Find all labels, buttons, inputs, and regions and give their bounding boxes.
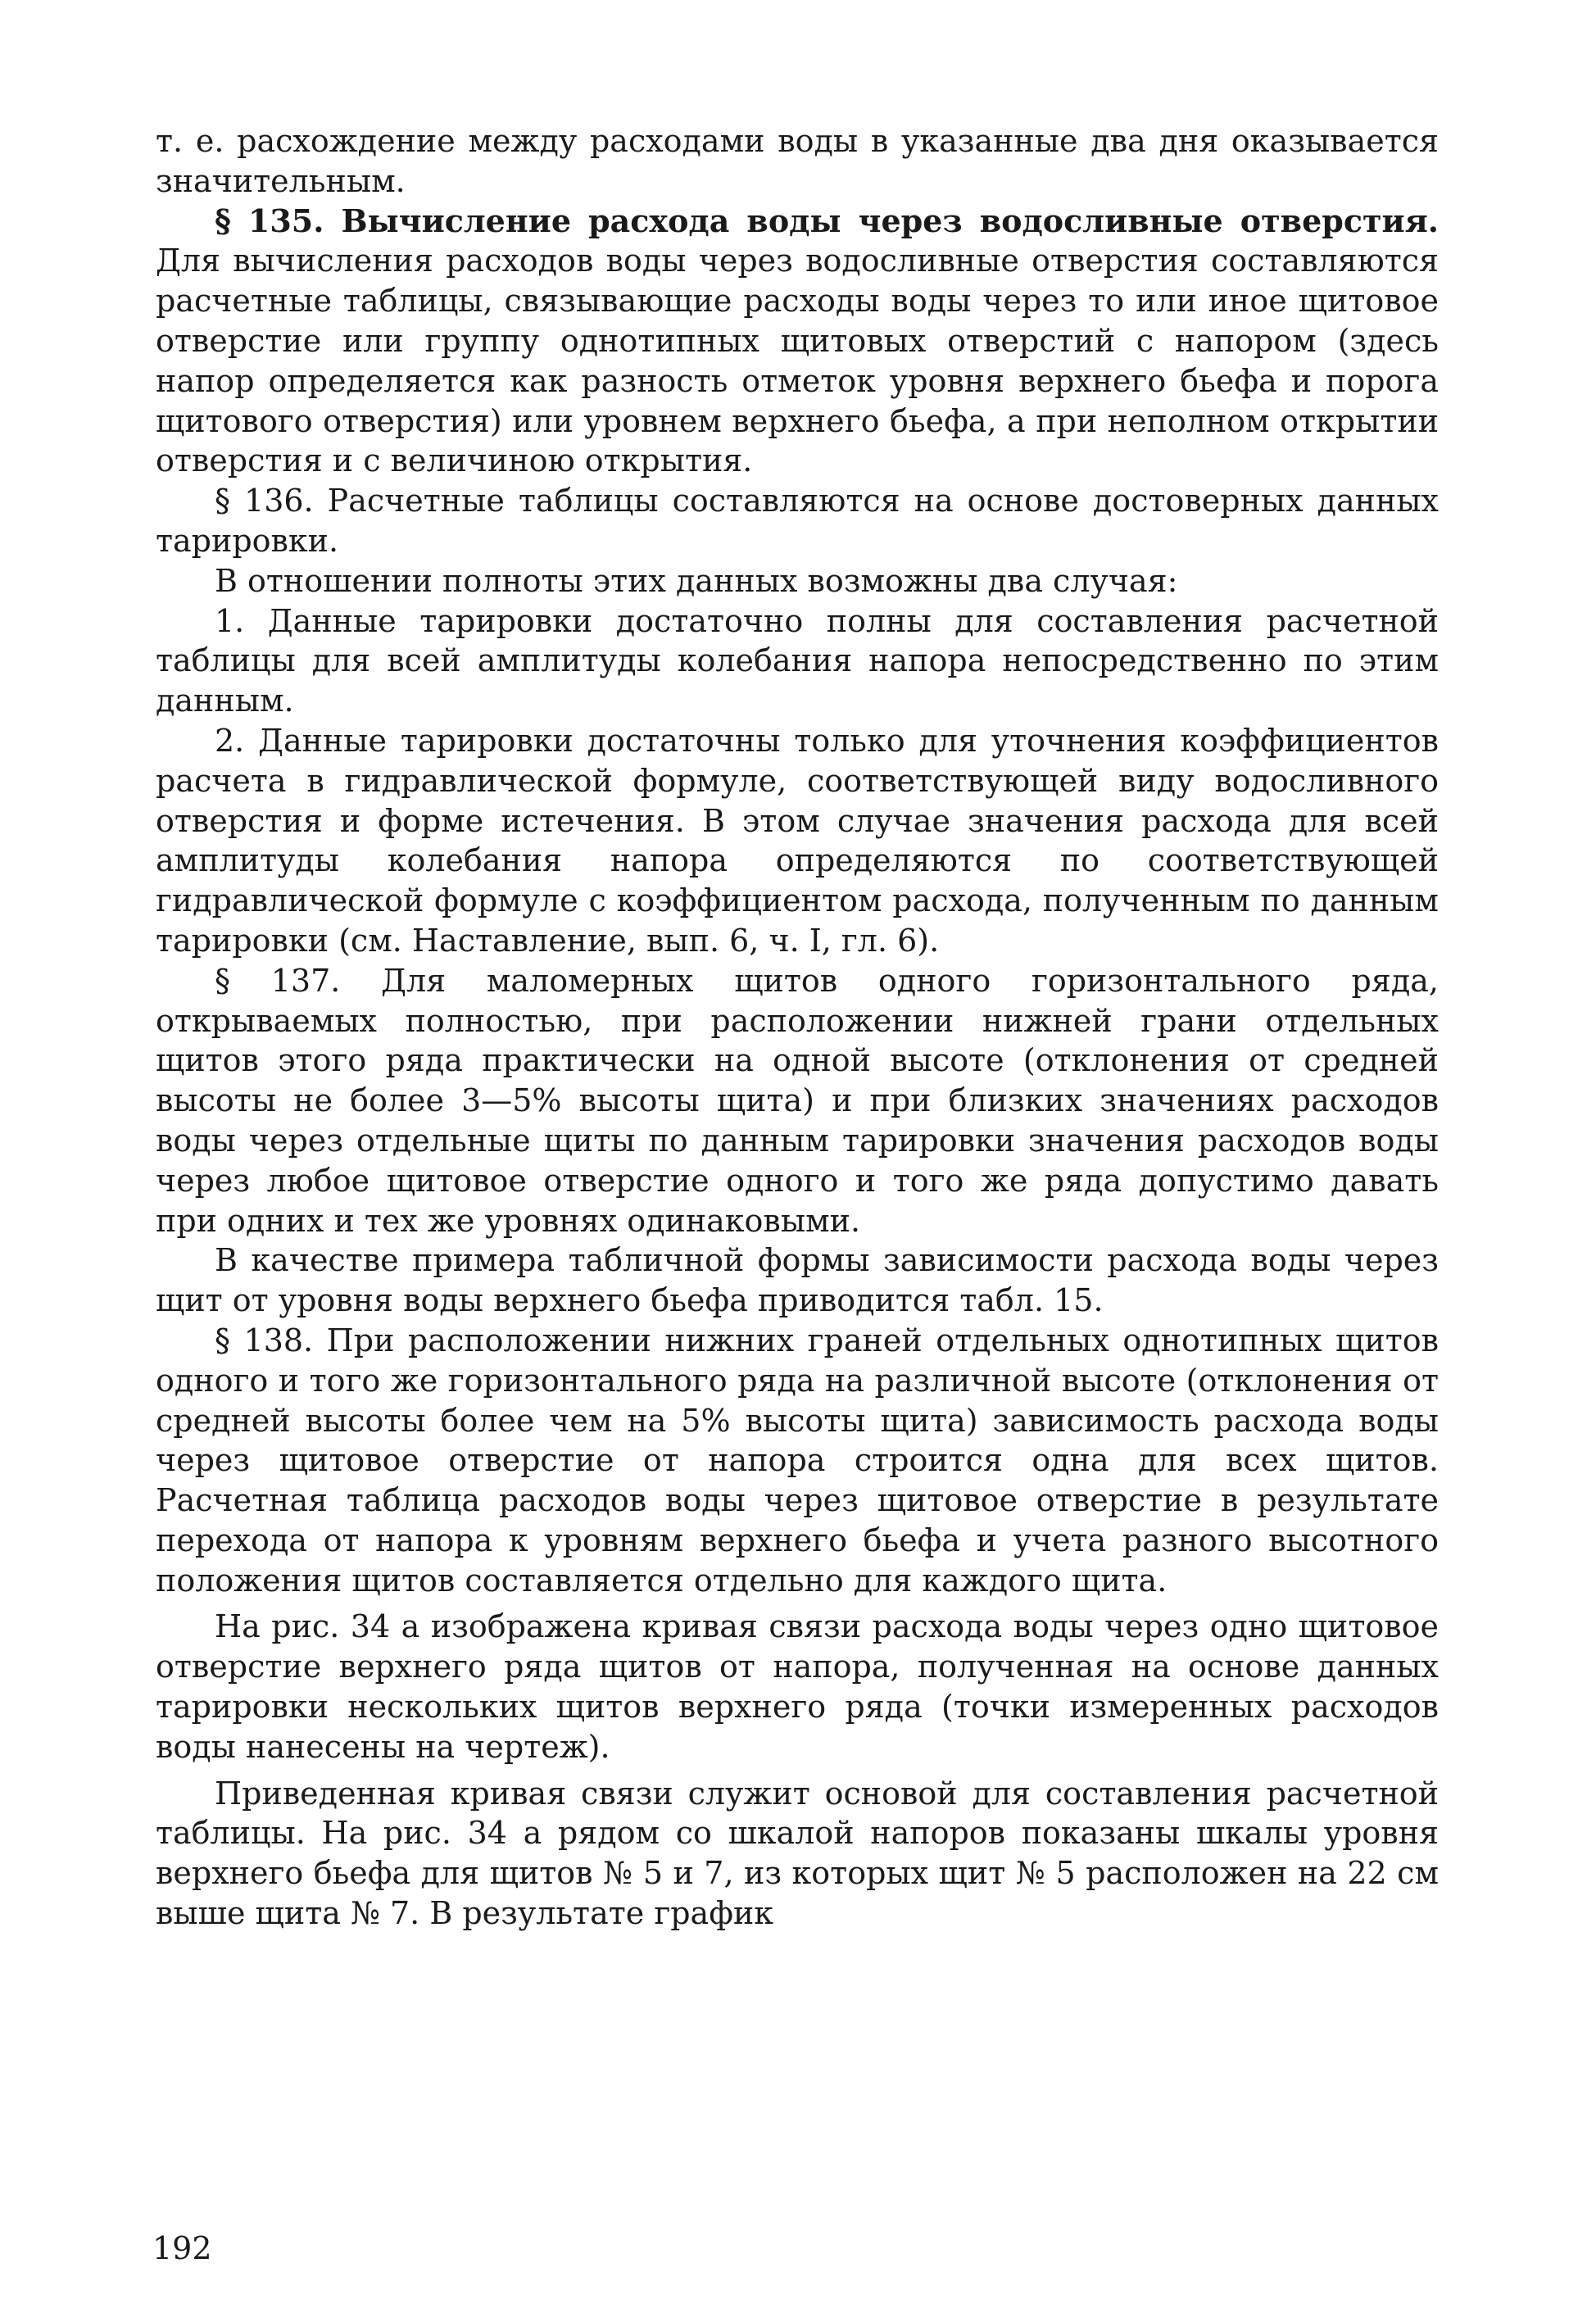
- paragraph-section-138: § 138. При расположении нижних граней отдельных однотипных щитов одного и того же горизонтального ряда на различной высоте (отклонения от средней высоты более чем на 5% высоты щита) зависимость расхода воды через щитовое отверстие от напора строится одна для всех щитов. Расчетная таблица расходов воды через щитовое отверстие в результате перехода от напора к уровням верхнего бьефа и учета разного высотного положения щитов составляется отдельно для каждого щита.: [156, 1322, 1439, 1599]
- page-number: 192: [152, 2230, 212, 2266]
- paragraph-calculation-table: Приведенная кривая связи служит основой для составления расчетной таблицы. На рис. 34 а рядом со шкалой напоров показаны шкалы уровня верхнего бьефа для щитов № 5 и 7, из которых щит № 5 расположен на 22 см выше щита № 7. В результате график: [156, 1775, 1439, 1932]
- paragraph-section-136: § 136. Расчетные таблицы составляются на основе достоверных данных тарировки.: [156, 483, 1439, 559]
- paragraph-two-cases: В отношении полноты этих данных возможны два случая:: [215, 562, 1178, 599]
- paragraph-case-1: 1. Данные тарировки достаточно полны для составления расчетной таблицы для всей амплитуды колебания напора непосредственно по этим данным.: [156, 602, 1439, 719]
- paragraph-figure-34a: На рис. 34 а изображена кривая связи расхода воды через одно щитовое отверстие верхнего ряда щитов от напора, полученная на основе данных тарировки нескольких щитов верхнего ряда (точки измеренных расходов воды нанесены на чертеж).: [156, 1608, 1439, 1765]
- paragraph-continuation: т. е. расхождение между расходами воды в указанные два дня оказывается значительным.: [156, 123, 1439, 199]
- paragraph-section-137: § 137. Для маломерных щитов одного горизонтального ряда, открываемых полностью, при расположении нижней грани отдельных щитов этого ряда практически на одной высоте (отклонения от средней высоты не более 3—5% высоты щита) и при близких значениях расходов воды через отдельные щиты по данным тарировки значения расходов воды через любое щитовое отверстие одного и того же ряда допустимо давать при одних и тех же уровнях одинаковыми.: [156, 962, 1439, 1239]
- paragraph-table-15-example: В качестве примера табличной формы зависимости расхода воды через щит от уровня воды верхнего бьефа приводится табл. 15.: [156, 1242, 1439, 1319]
- section-135-text: Для вычисления расходов воды через водосливные отверстия составляются расчетные таблицы, связывающие расходы воды через то или иное щитовое отверстие или группу однотипных щитовых отверстий с напором (здесь напор определяется как разность отметок уровня верхнего бьефа и порога щитового отверстия) или уровнем верхнего бьефа, а при неполном открытии отверстия и с величиною открытия.: [156, 243, 1439, 479]
- section-heading-135: § 135. Вычисление расхода воды через водосливные отверстия.: [215, 202, 1439, 239]
- paragraph-section-135: [156, 202, 1439, 482]
- page-body: [156, 121, 1439, 1934]
- paragraph-case-2: 2. Данные тарировки достаточны только для уточнения коэффициентов расчета в гидравлической формуле, соответствующей виду водосливного отверстия и форме истечения. В этом случае значения расхода для всей амплитуды колебания напора определяются по соответствующей гидравлической формуле с коэффициентом расхода, полученным по данным тарировки (см. Наставление, вып. 6, ч. I, гл. 6).: [156, 722, 1439, 959]
